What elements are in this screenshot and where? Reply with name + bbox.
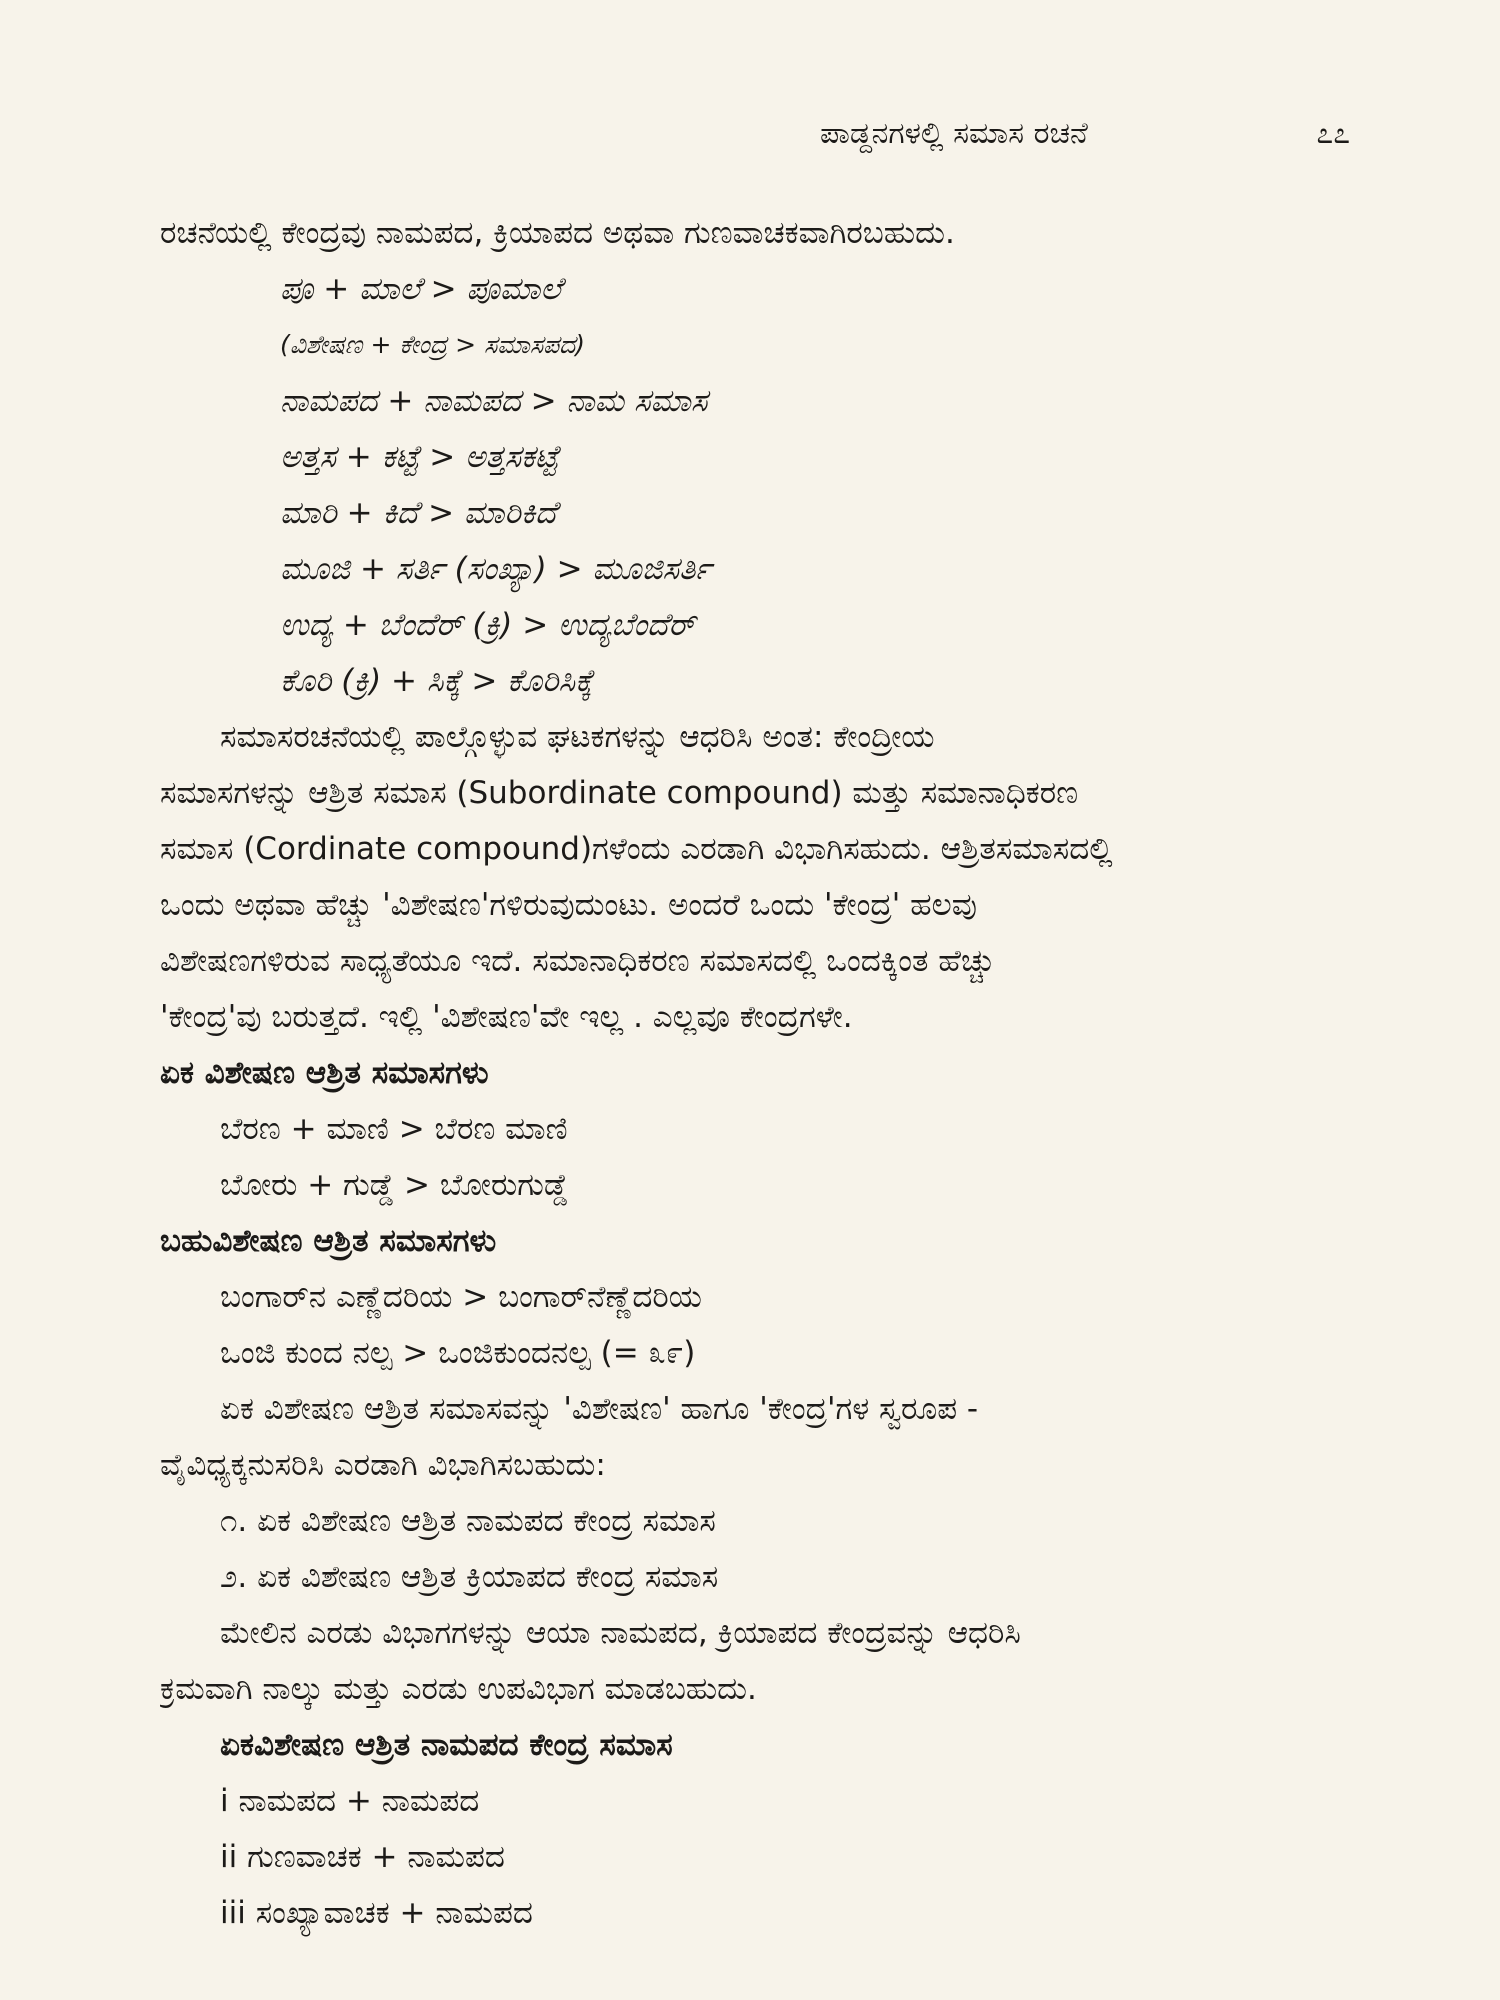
example-line: ನಾಮಪದ + ನಾಮಪದ > ನಾಮ ಸಮಾಸ <box>280 383 708 419</box>
paragraph-line: ವೈವಿಧ್ಯಕ್ಕನುಸರಿಸಿ ಎರಡಾಗಿ ವಿಭಾಗಿಸಬಹುದು: <box>160 1447 606 1483</box>
paragraph-line: ವಿಶೇಷಣಗಳಿರುವ ಸಾಧ್ಯತೆಯೂ ಇದೆ. ಸಮಾನಾಧಿಕರಣ ಸಮಾಸದಲ್ಲಿ ಒಂದಕ್ಕಿಂತ ಹೆಚ್ಚು <box>160 943 996 979</box>
paragraph-line: ಸಮಾಸಗಳನ್ನು ಆಶ್ರಿತ ಸಮಾಸ (Subordinate compound) ಮತ್ತು ಸಮಾನಾಧಿಕರಣ <box>160 775 1079 811</box>
section-heading: ಏಕ ವಿಶೇಷಣ ಆಶ್ರಿತ ಸಮಾಸಗಳು <box>160 1055 489 1091</box>
example-line: ಬೋರು + ಗುಡ್ಡೆ > ಬೋರುಗುಡ್ಡೆ <box>220 1167 569 1203</box>
example-note: (ವಿಶೇಷಣ + ಕೇಂದ್ರ > ಸಮಾಸಪದ) <box>280 330 586 359</box>
section-heading: ಬಹುವಿಶೇಷಣ ಆಶ್ರಿತ ಸಮಾಸಗಳು <box>160 1223 497 1259</box>
example-line: ಬೆರಣ + ಮಾಣಿ > ಬೆರಣ ಮಾಣಿ <box>220 1111 568 1147</box>
paragraph-line: ಏಕ ವಿಶೇಷಣ ಆಶ್ರಿತ ಸಮಾಸವನ್ನು 'ವಿಶೇಷಣ' ಹಾಗೂ 'ಕೇಂದ್ರ'ಗಳ ಸ್ವರೂಪ - <box>220 1391 979 1427</box>
example-line: ಬಂಗಾರ್‌ನ ಎಣ್ಣೆದರಿಯ > ಬಂಗಾರ್‌ನೆಣ್ಣೆದರಿಯ <box>220 1279 702 1315</box>
paragraph-line: ಕ್ರಮವಾಗಿ ನಾಲ್ಕು ಮತ್ತು ಎರಡು ಉಪವಿಭಾಗ ಮಾಡಬಹುದು. <box>160 1671 757 1707</box>
header-title: ಪಾಡ್ದನಗಳಲ್ಲಿ ಸಮಾಸ ರಚನೆ <box>820 115 1088 151</box>
example-line: ಅತ್ತಸ + ಕಟ್ಟೆ > ಅತ್ತಸಕಟ್ಟೆ <box>280 439 559 475</box>
paragraph-line: ಮೇಲಿನ ಎರಡು ವಿಭಾಗಗಳನ್ನು ಆಯಾ ನಾಮಪದ, ಕ್ರಿಯಾಪದ ಕೇಂದ್ರವನ್ನು ಆಧರಿಸಿ <box>220 1615 1021 1651</box>
section-heading: ಏಕವಿಶೇಷಣ ಆಶ್ರಿತ ನಾಮಪದ ಕೇಂದ್ರ ಸಮಾಸ <box>220 1727 673 1763</box>
list-item: ii ಗುಣವಾಚಕ + ನಾಮಪದ <box>220 1839 505 1875</box>
page-number: ೭೭ <box>1316 115 1350 151</box>
list-item: i ನಾಮಪದ + ನಾಮಪದ <box>220 1783 480 1819</box>
example-line: ಕೊರಿ (ಕ್ರಿ) + ಸಿಕ್ಕೆ > ಕೊರಿಸಿಕ್ಕೆ <box>280 663 594 699</box>
text-line: ರಚನೆಯಲ್ಲಿ ಕೇಂದ್ರವು ನಾಮಪದ, ಕ್ರಿಯಾಪದ ಅಥವಾ ಗುಣವಾಚಕವಾಗಿರಬಹುದು. <box>160 215 955 251</box>
paragraph-line: ಸಮಾಸ (Cordinate compound)ಗಳೆಂದು ಎರಡಾಗಿ ವಿಭಾಗಿಸಹುದು. ಆಶ್ರಿತಸಮಾಸದಲ್ಲಿ <box>160 831 1113 867</box>
paragraph-line: ಒಂದು ಅಥವಾ ಹೆಚ್ಚು 'ವಿಶೇಷಣ'ಗಳಿರುವುದುಂಟು. ಅಂದರೆ ಒಂದು 'ಕೇಂದ್ರ' ಹಲವು <box>160 887 977 923</box>
example-line: ಉದ್ಯ + ಬೆಂದೆರ್ (ಕ್ರಿ) > ಉದ್ಯಬೆಂದೆರ್ <box>280 607 695 643</box>
example-line: ಮೂಜಿ + ಸರ್ತಿ (ಸಂಖ್ಯಾ) > ಮೂಜಿಸರ್ತಿ <box>280 551 712 587</box>
page-body <box>160 205 1360 1941</box>
list-item: ೨. ಏಕ ವಿಶೇಷಣ ಆಶ್ರಿತ ಕ್ರಿಯಾಪದ ಕೇಂದ್ರ ಸಮಾಸ <box>220 1559 719 1595</box>
running-header <box>820 108 1380 158</box>
list-item: iii ಸಂಖ್ಯಾವಾಚಕ + ನಾಮಪದ <box>220 1895 533 1931</box>
paragraph-line: ಸಮಾಸರಚನೆಯಲ್ಲಿ ಪಾಲ್ಗೊಳ್ಳುವ ಘಟಕಗಳನ್ನು ಆಧರಿಸಿ ಅಂತ: ಕೇಂದ್ರೀಯ <box>220 719 935 755</box>
paragraph-line: 'ಕೇಂದ್ರ'ವು ಬರುತ್ತದೆ. ಇಲ್ಲಿ 'ವಿಶೇಷಣ'ವೇ ಇಲ್ಲ . ಎಲ್ಲವೂ ಕೇಂದ್ರಗಳೇ. <box>160 999 853 1035</box>
example-line: ಮಾರಿ + ಕಿದೆ > ಮಾರಿಕಿದೆ <box>280 495 557 531</box>
list-item: ೧. ಏಕ ವಿಶೇಷಣ ಆಶ್ರಿತ ನಾಮಪದ ಕೇಂದ್ರ ಸಮಾಸ <box>220 1503 716 1539</box>
example-line: ಪೂ + ಮಾಲೆ > ಪೂಮಾಲೆ <box>280 271 562 307</box>
example-line: ಒಂಜಿ ಕುಂದ ನಲ್ಪ > ಒಂಜಿಕುಂದನಲ್ಪ (= ೩೯) <box>220 1335 696 1371</box>
